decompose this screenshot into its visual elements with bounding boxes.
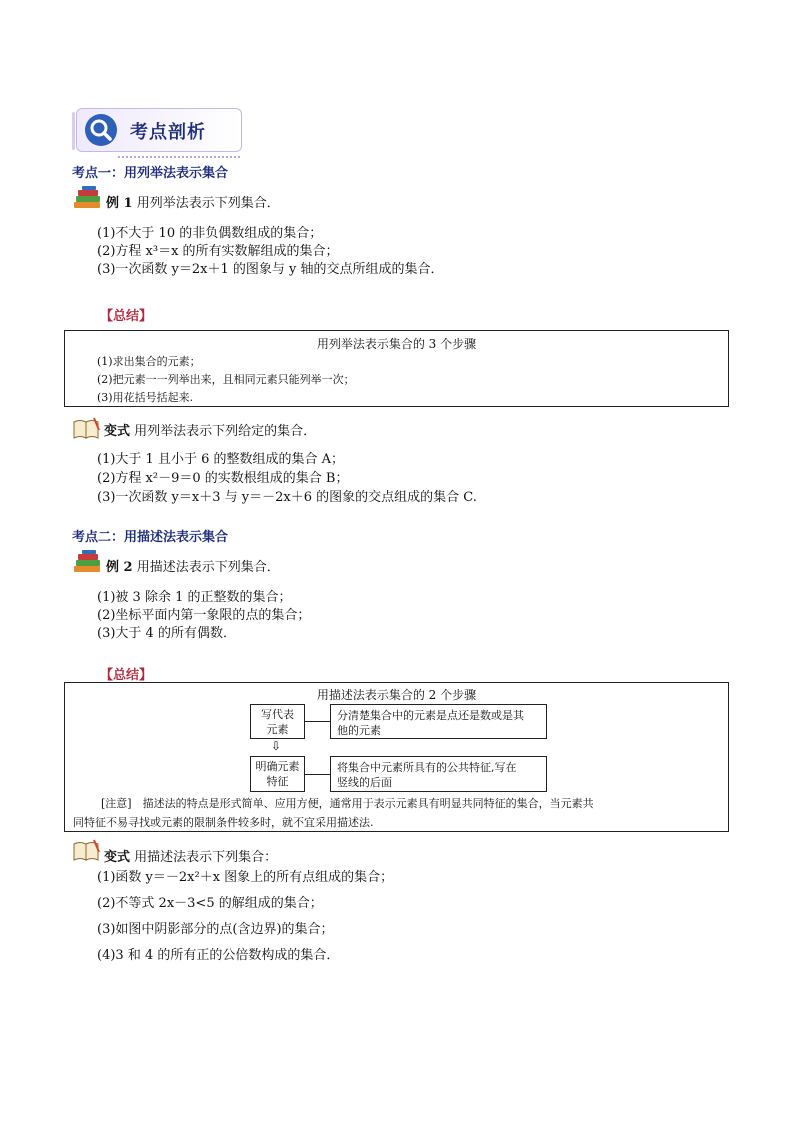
- banner-shadow: [72, 112, 75, 150]
- down-arrow-icon: ⇩: [271, 739, 282, 753]
- banner-divider: [118, 156, 240, 158]
- flow-step2-line1: 明确元素: [255, 760, 300, 773]
- flow-step2-label: [250, 756, 305, 792]
- notebook-icon: [72, 838, 102, 862]
- variant2-text: 用描述法表示下列集合：: [134, 850, 278, 865]
- section2-heading: 考点二：用描述法表示集合: [72, 530, 229, 545]
- example1-label: 例 1: [106, 196, 133, 211]
- example2-label: 例 2: [106, 560, 133, 575]
- summary2-box: [64, 682, 729, 832]
- summary1-title: 用列举法表示集合的 3 个步骤: [316, 337, 477, 351]
- summary1-step-3: (3)用花括号括起来.: [97, 391, 194, 404]
- flow-step2-desc-line1: 将集合中元素所具有的公共特征,写在: [337, 761, 517, 774]
- flow-step1-line1: 写代表: [261, 708, 294, 721]
- flow-step1-desc-line2: 他的元素: [337, 724, 381, 737]
- flow-step1-line2: 元素: [266, 723, 289, 736]
- summary1-label: 【总结】: [100, 309, 153, 324]
- section-banner: [76, 108, 242, 152]
- flow-step2-desc-line2: 竖线的后面: [337, 776, 392, 789]
- books-icon: [72, 186, 104, 212]
- flow-step1-connector: [305, 721, 330, 722]
- books-icon: [72, 550, 104, 576]
- example1-item-1: (1)不大于 10 的非负偶数组成的集合；: [97, 226, 323, 241]
- variant2-item-3: (3)如图中阴影部分的点(含边界)的集合；: [97, 922, 334, 937]
- example2-row: [106, 556, 280, 575]
- variant2-item-4: (4)3 和 4 的所有正的公倍数构成的集合．: [97, 948, 340, 963]
- summary1-step-2: (2)把元素一一列举出来，且相同元素只能列举一次；: [97, 373, 355, 386]
- variant1-item-1: (1)大于 1 且小于 6 的整数组成的集合 A；: [97, 452, 345, 467]
- summary2-label: 【总结】: [100, 668, 153, 683]
- variant2-label: 变式: [104, 850, 131, 865]
- notebook-icon: [72, 416, 102, 440]
- example2-item-2: (2)坐标平面内第一象限的点的集合；: [97, 608, 311, 623]
- variant1-row: [104, 420, 316, 439]
- example2-item-3: (3)大于 4 的所有偶数．: [97, 626, 236, 641]
- flow-step1-label: [250, 704, 305, 739]
- variant2-item-2: (2)不等式 2x－3<5 的解组成的集合；: [97, 896, 323, 911]
- variant2-row: [104, 846, 277, 865]
- summary2-title: 用描述法表示集合的 2 个步骤: [316, 688, 477, 702]
- flow-step1-desc-line1: 分清楚集合中的元素是点还是数或是其: [337, 709, 524, 722]
- variant2-item-1: (1)函数 y＝－2x²＋x 图象上的所有点组成的集合；: [97, 870, 394, 885]
- summary1-step-1: (1)求出集合的元素；: [97, 355, 201, 368]
- variant1-item-2: (2)方程 x²－9＝0 的实数根组成的集合 B；: [97, 471, 349, 486]
- flow-step2-desc: [330, 756, 547, 792]
- variant1-item-3: (3)一次函数 y＝x＋3 与 y＝－2x＋6 的图象的交点组成的集合 C.: [97, 490, 477, 505]
- section1-heading: 考点一：用列举法表示集合: [72, 166, 229, 181]
- magnifier-icon: [84, 113, 118, 147]
- example1-item-2: (2)方程 x³＝x 的所有实数解组成的集合；: [97, 244, 339, 259]
- example1-item-3: (3)一次函数 y＝2x＋1 的图象与 y 轴的交点所组成的集合．: [97, 262, 444, 277]
- example1-row: [106, 192, 280, 211]
- variant1-label: 变式: [104, 424, 131, 439]
- flow-step2-line2: 特征: [266, 775, 289, 788]
- example1-text: 用列举法表示下列集合．: [136, 196, 280, 211]
- note-line-2: 同特征不易寻找或元素的限制条件较多时，就不宜采用描述法.: [73, 816, 374, 829]
- banner-title: 考点剖析: [130, 122, 206, 143]
- summary1-box: [64, 330, 729, 407]
- example2-item-1: (1)被 3 除余 1 的正整数的集合；: [97, 590, 292, 605]
- example2-text: 用描述法表示下列集合．: [136, 560, 280, 575]
- note-line-1: [注意] 描述法的特点是形式简单、应用方便，通常用于表示元素具有明显共同特征的集合，当元素共: [101, 797, 594, 810]
- variant1-text: 用列举法表示下列给定的集合．: [134, 424, 317, 439]
- flow-step2-connector: [305, 774, 330, 775]
- flow-step1-desc: [330, 704, 547, 739]
